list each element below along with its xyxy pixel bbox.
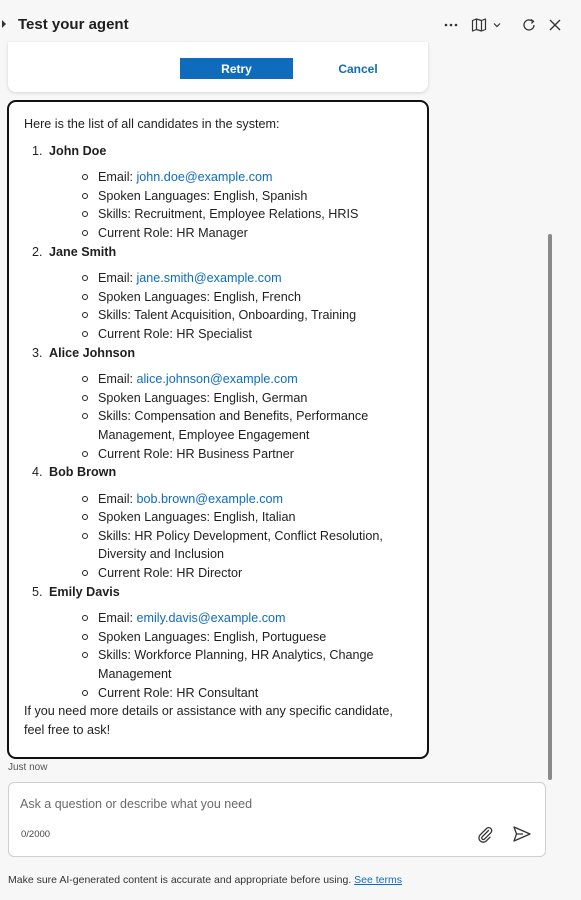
candidate-item xyxy=(24,463,413,583)
candidate-email-link[interactable]: bob.brown@example.com xyxy=(136,491,283,506)
disclaimer-text: Make sure AI-generated content is accurate and appropriate before using. xyxy=(8,874,352,886)
candidate-name: John Doe xyxy=(49,143,107,158)
email-label: Email: xyxy=(98,271,137,286)
candidate-name: Emily Davis xyxy=(49,584,120,599)
scrollbar-thumb[interactable] xyxy=(548,234,552,780)
email-label: Email: xyxy=(98,372,137,387)
chat-composer[interactable] xyxy=(8,782,546,857)
ai-disclaimer xyxy=(8,874,402,886)
candidate-skills: Skills: Workforce Planning, HR Analytics, Change Management xyxy=(83,646,413,683)
candidate-name: Alice Johnson xyxy=(49,345,136,360)
candidate-name: Jane Smith xyxy=(49,244,117,259)
candidate-email-link[interactable]: john.doe@example.com xyxy=(136,170,273,185)
candidate-role: Current Role: HR Consultant xyxy=(83,684,413,703)
candidate-number: 2. xyxy=(32,244,43,259)
panel-title: Test your agent xyxy=(18,16,129,33)
candidate-email-row xyxy=(83,269,413,288)
candidate-skills: Skills: Recruitment, Employee Relations, HRIS xyxy=(83,205,413,224)
message-timestamp: Just now xyxy=(8,762,48,773)
candidate-role: Current Role: HR Business Partner xyxy=(83,445,413,464)
send-icon[interactable] xyxy=(511,824,533,844)
map-icon[interactable] xyxy=(468,14,490,36)
retry-card xyxy=(8,42,428,92)
candidate-item xyxy=(24,344,413,464)
message-outro: If you need more details or assistance with any specific candidate, feel free to ask! xyxy=(24,704,393,737)
candidate-item xyxy=(24,243,413,344)
candidate-email-link[interactable]: alice.johnson@example.com xyxy=(136,372,298,387)
close-icon[interactable] xyxy=(544,14,566,36)
message-intro: Here is the list of all candidates in the system: xyxy=(24,117,280,131)
email-label: Email: xyxy=(98,170,137,185)
agent-message xyxy=(7,100,429,759)
candidate-languages: Spoken Languages: English, Portuguese xyxy=(83,628,413,647)
attach-icon[interactable] xyxy=(475,824,495,844)
char-counter: 0/2000 xyxy=(21,829,51,840)
candidate-languages: Spoken Languages: English, French xyxy=(83,288,413,307)
refresh-icon[interactable] xyxy=(518,14,540,36)
candidate-email-row xyxy=(83,490,413,509)
candidate-item xyxy=(24,583,413,703)
see-terms-link[interactable]: See terms xyxy=(354,874,402,886)
candidate-email-link[interactable]: jane.smith@example.com xyxy=(136,271,282,286)
cancel-button[interactable]: Cancel xyxy=(338,61,378,76)
candidate-role: Current Role: HR Director xyxy=(83,564,413,583)
candidate-skills: Skills: Compensation and Benefits, Performance Management, Employee Engagement xyxy=(83,407,413,444)
candidate-languages: Spoken Languages: English, Italian xyxy=(83,508,413,527)
candidate-languages: Spoken Languages: English, German xyxy=(83,389,413,408)
candidate-email-row xyxy=(83,370,413,389)
candidate-number: 5. xyxy=(32,584,43,599)
candidate-languages: Spoken Languages: English, Spanish xyxy=(83,187,413,206)
candidate-role: Current Role: HR Manager xyxy=(83,224,413,243)
candidate-number: 3. xyxy=(32,345,43,360)
candidate-name: Bob Brown xyxy=(49,465,117,480)
candidate-skills: Skills: HR Policy Development, Conflict Resolution, Diversity and Inclusion xyxy=(83,527,413,564)
candidate-email-row xyxy=(83,609,413,628)
candidate-skills: Skills: Talent Acquisition, Onboarding, Training xyxy=(83,306,413,325)
candidate-role: Current Role: HR Specialist xyxy=(83,325,413,344)
candidate-item xyxy=(24,142,413,243)
email-label: Email: xyxy=(98,491,137,506)
candidate-email-row xyxy=(83,168,413,187)
chevron-right-icon[interactable] xyxy=(2,20,6,28)
candidate-number: 1. xyxy=(32,143,43,158)
more-icon[interactable] xyxy=(440,14,462,36)
candidate-email-link[interactable]: emily.davis@example.com xyxy=(136,611,286,626)
chevron-down-icon[interactable] xyxy=(490,14,504,36)
email-label: Email: xyxy=(98,611,137,626)
retry-button[interactable]: Retry xyxy=(180,58,293,79)
candidate-number: 4. xyxy=(32,465,43,480)
chat-input-placeholder[interactable]: Ask a question or describe what you need xyxy=(20,797,253,811)
